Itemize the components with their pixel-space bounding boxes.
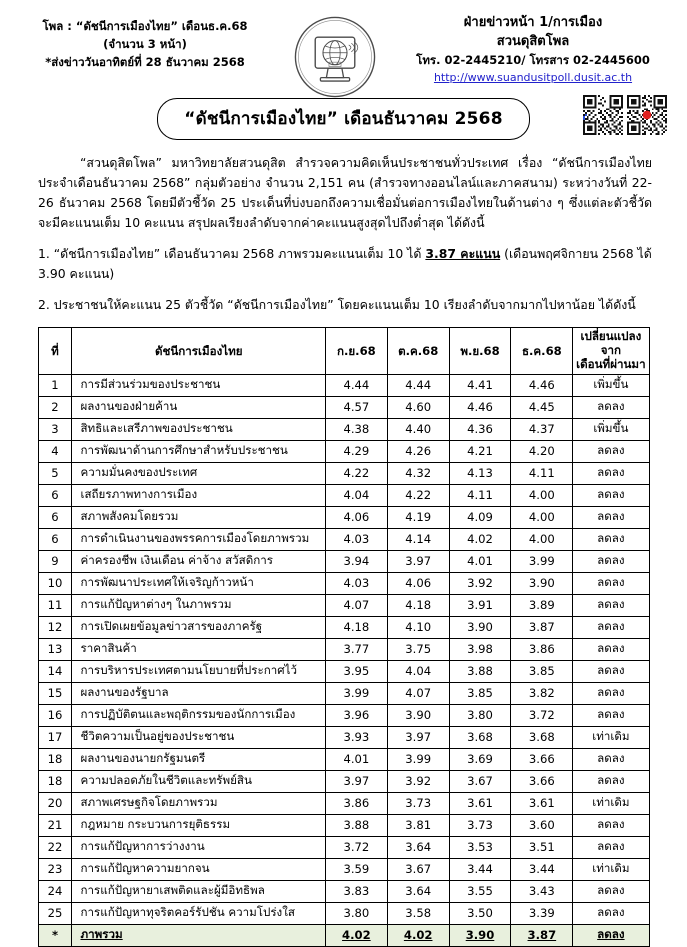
cell-change: ลดลง bbox=[573, 770, 649, 792]
cell-score-oct68: 4.04 bbox=[387, 660, 449, 682]
cell-score-dec68: 4.00 bbox=[511, 528, 573, 550]
cell-score-sep68: 4.22 bbox=[325, 462, 387, 484]
cell-score-nov68: 4.09 bbox=[449, 506, 511, 528]
cell-score-nov68: 4.46 bbox=[449, 396, 511, 418]
cell-score-nov68: 3.44 bbox=[449, 858, 511, 880]
table-row bbox=[38, 814, 649, 836]
cell-change: ลดลง bbox=[573, 638, 649, 660]
cell-score-dec68: 4.11 bbox=[511, 462, 573, 484]
cell-change: ลดลง bbox=[573, 550, 649, 572]
cell-score-dec68: 3.44 bbox=[511, 858, 573, 880]
cell-indicator-name: การเปิดเผยข้อมูลข่าวสารของภาครัฐ bbox=[72, 616, 325, 638]
qr-code-group bbox=[583, 95, 667, 135]
cell-score-oct68: 3.64 bbox=[387, 836, 449, 858]
table-row bbox=[38, 616, 649, 638]
cell-score-sep68: 3.83 bbox=[325, 880, 387, 902]
table-body bbox=[38, 374, 649, 946]
table-row bbox=[38, 550, 649, 572]
cell-score-nov68: 3.61 bbox=[449, 792, 511, 814]
cell-change: ลดลง bbox=[573, 484, 649, 506]
cell-rank: 9 bbox=[38, 550, 72, 572]
summary-change: ลดลง bbox=[573, 924, 649, 946]
cell-score-nov68: 3.69 bbox=[449, 748, 511, 770]
cell-score-nov68: 4.36 bbox=[449, 418, 511, 440]
cell-score-dec68: 4.37 bbox=[511, 418, 573, 440]
cell-score-sep68: 4.38 bbox=[325, 418, 387, 440]
cell-indicator-name: ความปลอดภัยในชีวิตและทรัพย์สิน bbox=[72, 770, 325, 792]
cell-change: เพิ่มขึ้น bbox=[573, 418, 649, 440]
cell-score-oct68: 3.90 bbox=[387, 704, 449, 726]
cell-score-oct68: 4.14 bbox=[387, 528, 449, 550]
cell-change: ลดลง bbox=[573, 440, 649, 462]
col-header-change-line2: เดือนที่ผ่านมา bbox=[576, 356, 646, 371]
point-1-post-text: (เดือนพฤศจิกายน 2568 ได้ 3.90 คะแนน) bbox=[38, 246, 652, 282]
col-header-change bbox=[573, 327, 649, 374]
cell-score-sep68: 4.44 bbox=[325, 374, 387, 396]
cell-indicator-name: สิทธิและเสรีภาพของประชาชน bbox=[72, 418, 325, 440]
page-count-line: (จำนวน 3 หน้า) bbox=[103, 36, 187, 51]
cell-score-oct68: 3.99 bbox=[387, 748, 449, 770]
cell-change: ลดลง bbox=[573, 616, 649, 638]
cell-score-dec68: 3.43 bbox=[511, 880, 573, 902]
cell-score-nov68: 3.67 bbox=[449, 770, 511, 792]
cell-score-oct68: 3.97 bbox=[387, 726, 449, 748]
cell-change: ลดลง bbox=[573, 396, 649, 418]
col-header-nov68: พ.ย.68 bbox=[449, 327, 511, 374]
qr-code-icon-2 bbox=[627, 95, 667, 135]
cell-change: ลดลง bbox=[573, 814, 649, 836]
table-row bbox=[38, 682, 649, 704]
cell-score-oct68: 3.81 bbox=[387, 814, 449, 836]
summary-score-oct68: 4.02 bbox=[387, 924, 449, 946]
table-row bbox=[38, 528, 649, 550]
cell-indicator-name: สภาพสังคมโดยรวม bbox=[72, 506, 325, 528]
website-link[interactable]: http://www.suandusitpoll.dusit.ac.th bbox=[433, 70, 633, 84]
cell-score-sep68: 4.03 bbox=[325, 572, 387, 594]
cell-indicator-name: การแก้ปัญหายาเสพติดและผู้มีอิทธิพล bbox=[72, 880, 325, 902]
cell-change: เท่าเดิม bbox=[573, 792, 649, 814]
cell-score-dec68: 3.89 bbox=[511, 594, 573, 616]
cell-change: ลดลง bbox=[573, 572, 649, 594]
table-summary-row bbox=[38, 924, 649, 946]
cell-score-nov68: 3.88 bbox=[449, 660, 511, 682]
table-row bbox=[38, 418, 649, 440]
cell-rank: 15 bbox=[38, 682, 72, 704]
cell-score-oct68: 3.58 bbox=[387, 902, 449, 924]
cell-change: ลดลง bbox=[573, 660, 649, 682]
cell-score-dec68: 3.85 bbox=[511, 660, 573, 682]
cell-indicator-name: ค่าครองชีพ เงินเดือน ค่าจ้าง สวัสดิการ bbox=[72, 550, 325, 572]
cell-change: ลดลง bbox=[573, 462, 649, 484]
cell-score-sep68: 4.07 bbox=[325, 594, 387, 616]
table-head bbox=[38, 327, 649, 374]
cell-indicator-name: ผลงานของฝ่ายค้าน bbox=[72, 396, 325, 418]
cell-indicator-name: ผลงานของรัฐบาล bbox=[72, 682, 325, 704]
indicators-table-wrap bbox=[20, 327, 667, 947]
summary-label: ภาพรวม bbox=[72, 924, 325, 946]
cell-indicator-name: เสถียรภาพทางการเมือง bbox=[72, 484, 325, 506]
cell-score-nov68: 4.02 bbox=[449, 528, 511, 550]
cell-rank: 20 bbox=[38, 792, 72, 814]
cell-score-dec68: 3.87 bbox=[511, 616, 573, 638]
contact-phone-line: โทร. 02-2445210/ โทรสาร 02-2445600 bbox=[416, 52, 650, 67]
cell-indicator-name: ราคาสินค้า bbox=[72, 638, 325, 660]
cell-indicator-name: การแก้ปัญหาทุจริตคอร์รัปชัน ความโปร่งใส bbox=[72, 902, 325, 924]
col-header-name: ดัชนีการเมืองไทย bbox=[72, 327, 325, 374]
cell-rank: 18 bbox=[38, 770, 72, 792]
qr-code-icon-1 bbox=[583, 95, 623, 135]
cell-change: ลดลง bbox=[573, 682, 649, 704]
col-header-sep68: ก.ย.68 bbox=[325, 327, 387, 374]
cell-score-sep68: 3.95 bbox=[325, 660, 387, 682]
cell-score-sep68: 3.80 bbox=[325, 902, 387, 924]
cell-change: ลดลง bbox=[573, 704, 649, 726]
indicators-table bbox=[38, 327, 650, 947]
cell-score-oct68: 4.18 bbox=[387, 594, 449, 616]
cell-rank: 23 bbox=[38, 858, 72, 880]
page-title: “ดัชนีการเมืองไทย” เดือนธันวาคม 2568 bbox=[157, 98, 529, 140]
cell-score-nov68: 4.21 bbox=[449, 440, 511, 462]
cell-score-sep68: 3.93 bbox=[325, 726, 387, 748]
cell-score-oct68: 4.60 bbox=[387, 396, 449, 418]
cell-rank: 5 bbox=[38, 462, 72, 484]
cell-score-oct68: 4.06 bbox=[387, 572, 449, 594]
table-row bbox=[38, 726, 649, 748]
cell-score-dec68: 4.00 bbox=[511, 484, 573, 506]
table-row bbox=[38, 770, 649, 792]
summary-marker: * bbox=[38, 924, 72, 946]
cell-change: ลดลง bbox=[573, 836, 649, 858]
cell-change: ลดลง bbox=[573, 594, 649, 616]
cell-score-oct68: 3.75 bbox=[387, 638, 449, 660]
cell-indicator-name: การแก้ปัญหาต่างๆ ในภาพรวม bbox=[72, 594, 325, 616]
summary-score-dec68: 3.87 bbox=[511, 924, 573, 946]
col-header-no: ที่ bbox=[38, 327, 72, 374]
table-row bbox=[38, 880, 649, 902]
cell-score-sep68: 4.57 bbox=[325, 396, 387, 418]
cell-score-sep68: 3.77 bbox=[325, 638, 387, 660]
cell-score-nov68: 3.73 bbox=[449, 814, 511, 836]
header-logo-block bbox=[287, 12, 383, 100]
cell-change: ลดลง bbox=[573, 528, 649, 550]
table-header-row bbox=[38, 327, 649, 374]
cell-score-nov68: 3.50 bbox=[449, 902, 511, 924]
table-row bbox=[38, 902, 649, 924]
cell-rank: 13 bbox=[38, 638, 72, 660]
cell-score-oct68: 4.40 bbox=[387, 418, 449, 440]
cell-change: ลดลง bbox=[573, 506, 649, 528]
cell-rank: 21 bbox=[38, 814, 72, 836]
cell-score-sep68: 3.96 bbox=[325, 704, 387, 726]
cell-score-oct68: 4.22 bbox=[387, 484, 449, 506]
cell-rank: 24 bbox=[38, 880, 72, 902]
cell-score-oct68: 3.97 bbox=[387, 550, 449, 572]
cell-score-dec68: 3.66 bbox=[511, 770, 573, 792]
qr-center-dot bbox=[643, 111, 652, 120]
cell-score-dec68: 3.99 bbox=[511, 550, 573, 572]
cell-change: เพิ่มขึ้น bbox=[573, 374, 649, 396]
university-logo-icon bbox=[292, 14, 378, 100]
table-row bbox=[38, 572, 649, 594]
cell-score-dec68: 3.66 bbox=[511, 748, 573, 770]
cell-rank: 17 bbox=[38, 726, 72, 748]
title-row bbox=[20, 98, 667, 140]
cell-rank: 1 bbox=[38, 374, 72, 396]
cell-score-oct68: 4.07 bbox=[387, 682, 449, 704]
table-row bbox=[38, 396, 649, 418]
cell-indicator-name: การดำเนินงานของพรรคการเมืองโดยภาพรวม bbox=[72, 528, 325, 550]
point-1 bbox=[20, 244, 667, 284]
cell-score-sep68: 3.59 bbox=[325, 858, 387, 880]
cell-indicator-name: การบริหารประเทศตามนโยบายที่ประกาศไว้ bbox=[72, 660, 325, 682]
cell-indicator-name: การแก้ปัญหาการว่างงาน bbox=[72, 836, 325, 858]
cell-score-nov68: 3.68 bbox=[449, 726, 511, 748]
cell-rank: 16 bbox=[38, 704, 72, 726]
cell-rank: 6 bbox=[38, 506, 72, 528]
cell-score-oct68: 3.92 bbox=[387, 770, 449, 792]
organization-name: สวนดุสิตโพล bbox=[496, 33, 570, 49]
cell-score-dec68: 4.46 bbox=[511, 374, 573, 396]
cell-change: ลดลง bbox=[573, 902, 649, 924]
cell-score-sep68: 4.04 bbox=[325, 484, 387, 506]
cell-indicator-name: การพัฒนาด้านการศึกษาสำหรับประชาชน bbox=[72, 440, 325, 462]
cell-score-sep68: 4.03 bbox=[325, 528, 387, 550]
cell-indicator-name: การปฏิบัติตนและพฤติกรรมของนักการเมือง bbox=[72, 704, 325, 726]
cell-indicator-name: ผลงานของนายกรัฐมนตรี bbox=[72, 748, 325, 770]
table-row bbox=[38, 748, 649, 770]
table-row bbox=[38, 462, 649, 484]
release-date-line: *ส่งข่าววันอาทิตย์ที่ 28 ธันวาคม 2568 bbox=[45, 54, 245, 69]
cell-change: ลดลง bbox=[573, 880, 649, 902]
table-row bbox=[38, 836, 649, 858]
overall-score-highlight: 3.87 คะแนน bbox=[425, 246, 501, 262]
cell-score-dec68: 4.45 bbox=[511, 396, 573, 418]
cell-rank: 4 bbox=[38, 440, 72, 462]
cell-score-oct68: 4.44 bbox=[387, 374, 449, 396]
cell-score-dec68: 3.61 bbox=[511, 792, 573, 814]
table-row bbox=[38, 660, 649, 682]
cell-rank: 3 bbox=[38, 418, 72, 440]
cell-rank: 25 bbox=[38, 902, 72, 924]
cell-score-nov68: 3.92 bbox=[449, 572, 511, 594]
cell-indicator-name: สภาพเศรษฐกิจโดยภาพรวม bbox=[72, 792, 325, 814]
cell-score-dec68: 4.20 bbox=[511, 440, 573, 462]
col-header-oct68: ต.ค.68 bbox=[387, 327, 449, 374]
cell-score-sep68: 3.94 bbox=[325, 550, 387, 572]
cell-indicator-name: ชีวิตความเป็นอยู่ของประชาชน bbox=[72, 726, 325, 748]
cell-score-oct68: 4.32 bbox=[387, 462, 449, 484]
summary-score-sep68: 4.02 bbox=[325, 924, 387, 946]
cell-score-nov68: 4.13 bbox=[449, 462, 511, 484]
cell-rank: 18 bbox=[38, 748, 72, 770]
cell-score-oct68: 3.73 bbox=[387, 792, 449, 814]
point-2: 2. ประชาชนให้คะแนน 25 ตัวชี้วัด “ดัชนีการเมืองไทย” โดยคะแนนเต็ม 10 เรียงลำดับจากมากไปหาน้อย ได้ดังนี้ bbox=[38, 297, 636, 313]
table-row bbox=[38, 506, 649, 528]
document-header bbox=[20, 0, 667, 86]
cell-indicator-name: ความมั่นคงของประเทศ bbox=[72, 462, 325, 484]
table-row bbox=[38, 858, 649, 880]
cell-score-dec68: 3.39 bbox=[511, 902, 573, 924]
cell-score-sep68: 4.29 bbox=[325, 440, 387, 462]
cell-rank: 11 bbox=[38, 594, 72, 616]
cell-change: เท่าเดิม bbox=[573, 858, 649, 880]
table-row bbox=[38, 484, 649, 506]
cell-rank: 6 bbox=[38, 528, 72, 550]
col-header-change-line1: เปลี่ยนแปลงจาก bbox=[580, 328, 642, 357]
col-header-dec68: ธ.ค.68 bbox=[511, 327, 573, 374]
cell-score-sep68: 3.88 bbox=[325, 814, 387, 836]
cell-score-nov68: 3.80 bbox=[449, 704, 511, 726]
cell-score-oct68: 3.64 bbox=[387, 880, 449, 902]
poll-title-line: โพล : “ดัชนีการเมืองไทย” เดือนธ.ค.68 bbox=[42, 19, 248, 33]
cell-score-nov68: 3.90 bbox=[449, 616, 511, 638]
cell-score-dec68: 3.60 bbox=[511, 814, 573, 836]
cell-score-dec68: 3.51 bbox=[511, 836, 573, 858]
cell-score-nov68: 3.91 bbox=[449, 594, 511, 616]
cell-rank: 22 bbox=[38, 836, 72, 858]
cell-indicator-name: การพัฒนาประเทศให้เจริญก้าวหน้า bbox=[72, 572, 325, 594]
cell-score-nov68: 4.01 bbox=[449, 550, 511, 572]
table-row bbox=[38, 374, 649, 396]
cell-score-dec68: 3.82 bbox=[511, 682, 573, 704]
summary-score-nov68: 3.90 bbox=[449, 924, 511, 946]
point-1-pre-text: 1. “ดัชนีการเมืองไทย” เดือนธันวาคม 2568 ภาพรวมคะแนนเต็ม 10 ได้ bbox=[38, 246, 426, 262]
cell-score-nov68: 3.55 bbox=[449, 880, 511, 902]
cell-change: เท่าเดิม bbox=[573, 726, 649, 748]
news-desk-line: ฝ่ายข่าวหน้า 1/การเมือง bbox=[463, 15, 603, 30]
cell-rank: 2 bbox=[38, 396, 72, 418]
cell-rank: 14 bbox=[38, 660, 72, 682]
cell-score-oct68: 3.67 bbox=[387, 858, 449, 880]
cell-score-dec68: 3.68 bbox=[511, 726, 573, 748]
cell-score-sep68: 4.01 bbox=[325, 748, 387, 770]
cell-score-dec68: 3.72 bbox=[511, 704, 573, 726]
cell-score-sep68: 4.06 bbox=[325, 506, 387, 528]
cell-score-dec68: 4.00 bbox=[511, 506, 573, 528]
cell-change: ลดลง bbox=[573, 748, 649, 770]
cell-score-dec68: 3.90 bbox=[511, 572, 573, 594]
cell-indicator-name: การมีส่วนร่วมของประชาชน bbox=[72, 374, 325, 396]
cell-score-oct68: 4.10 bbox=[387, 616, 449, 638]
cell-score-sep68: 4.18 bbox=[325, 616, 387, 638]
cell-score-nov68: 3.53 bbox=[449, 836, 511, 858]
cell-indicator-name: การแก้ปัญหาความยากจน bbox=[72, 858, 325, 880]
header-right-block bbox=[399, 12, 667, 86]
cell-score-nov68: 4.41 bbox=[449, 374, 511, 396]
cell-score-oct68: 4.19 bbox=[387, 506, 449, 528]
table-row bbox=[38, 792, 649, 814]
cell-score-nov68: 4.11 bbox=[449, 484, 511, 506]
cell-score-nov68: 3.85 bbox=[449, 682, 511, 704]
cell-rank: 12 bbox=[38, 616, 72, 638]
table-row bbox=[38, 594, 649, 616]
intro-paragraph: “สวนดุสิตโพล” มหาวิทยาลัยสวนดุสิต สำรวจความคิดเห็นประชาชนทั่วประเทศ เรื่อง “ดัชนีการเมืองไทย ประจำเดือนธันวาคม 2568” กลุ่มตัวอย่าง จำนวน 2,151 คน (สำรวจทางออนไลน์และภาคสนาม) ระหว่างวันที่ 22-26 ธันวาคม 2568 โดยมีตัวชี้วัด 25 ประเด็นที่บ่งบอกถึงความเชื่อมั่นต่อการเมืองไทยในด้านต่าง ๆ ซึ่งแต่ละตัวชี้วัดจะมีคะแนนเต็ม 10 คะแนน สรุปผลเรียงลำดับจากค่าคะแนนสูงสุดไปถึงต่ำสุด ได้ดังนี้ bbox=[38, 155, 652, 231]
cell-score-sep68: 3.99 bbox=[325, 682, 387, 704]
cell-score-sep68: 3.86 bbox=[325, 792, 387, 814]
cell-indicator-name: กฎหมาย กระบวนการยุติธรรม bbox=[72, 814, 325, 836]
cell-score-oct68: 4.26 bbox=[387, 440, 449, 462]
cell-score-sep68: 3.72 bbox=[325, 836, 387, 858]
cell-rank: 6 bbox=[38, 484, 72, 506]
cell-rank: 10 bbox=[38, 572, 72, 594]
table-row bbox=[38, 704, 649, 726]
header-left-block bbox=[20, 12, 270, 71]
table-row bbox=[38, 638, 649, 660]
cell-score-sep68: 3.97 bbox=[325, 770, 387, 792]
table-row bbox=[38, 440, 649, 462]
cell-score-nov68: 3.98 bbox=[449, 638, 511, 660]
cell-score-dec68: 3.86 bbox=[511, 638, 573, 660]
